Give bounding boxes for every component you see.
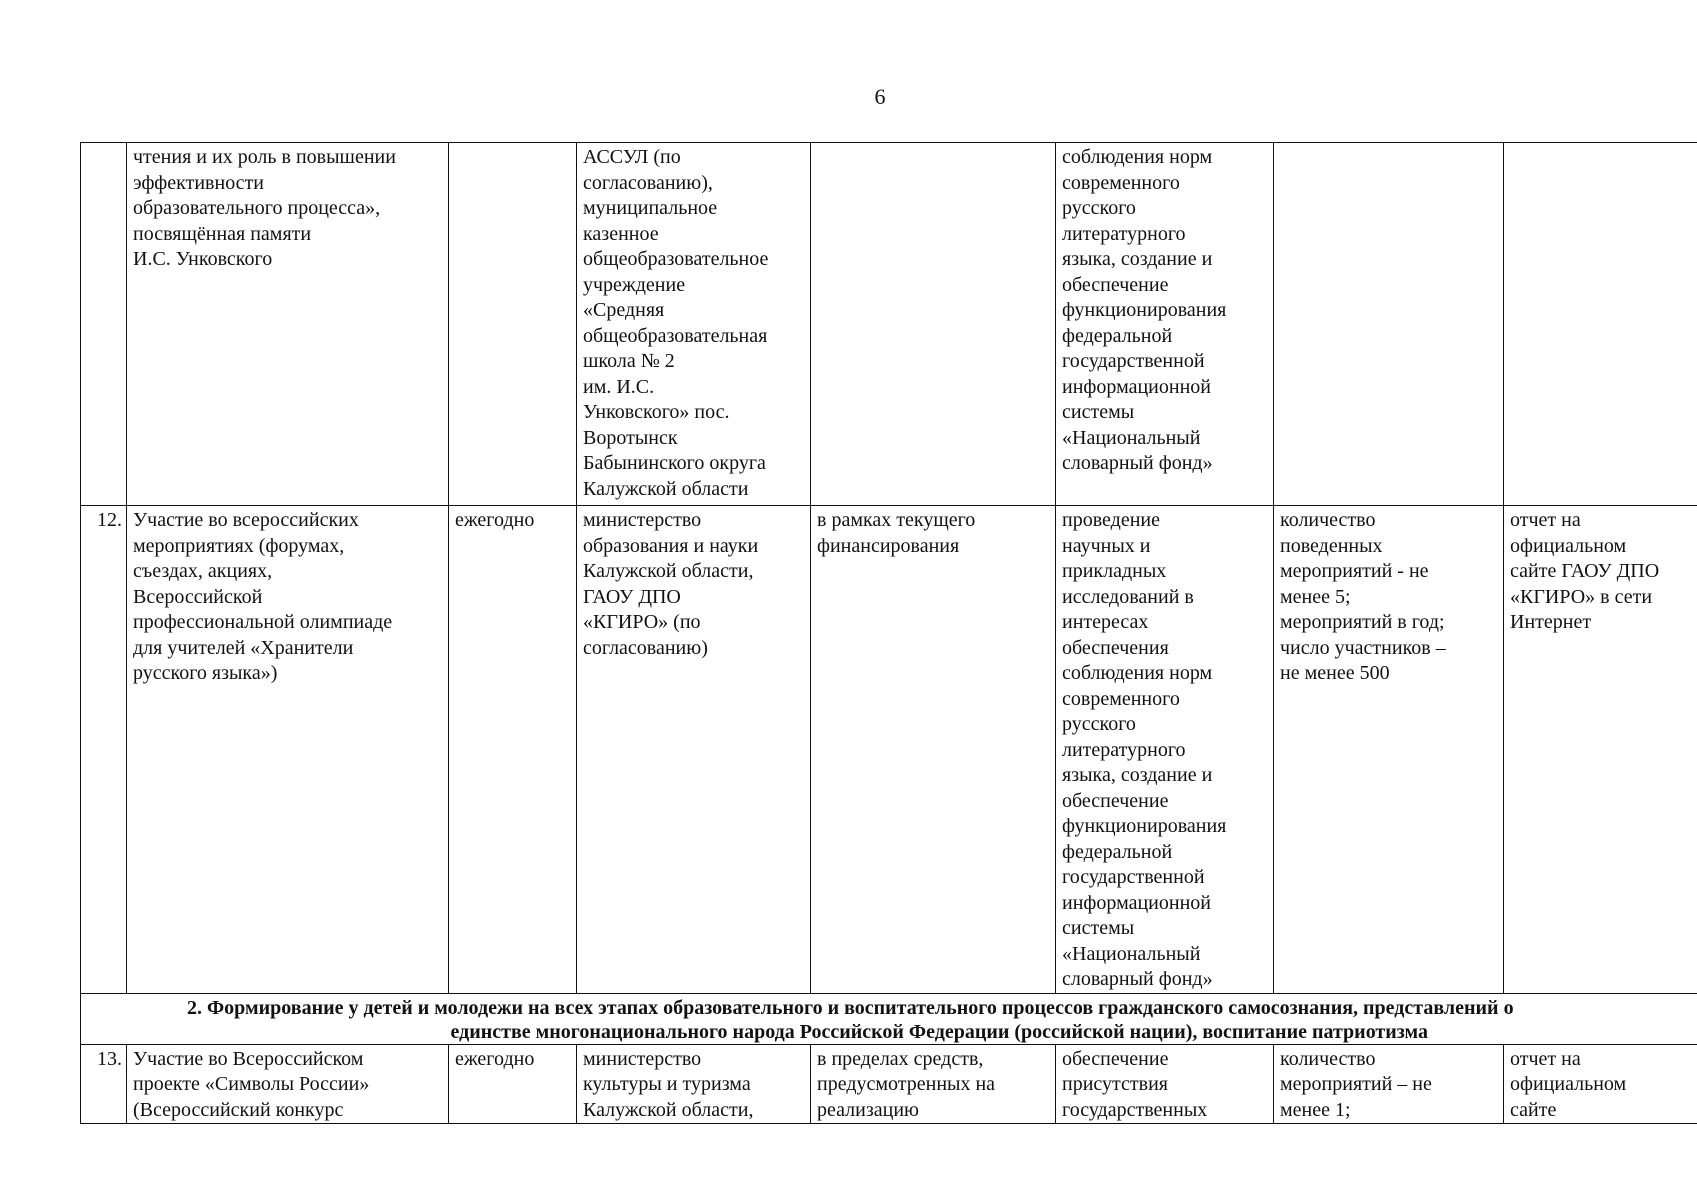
section-heading-text [87,996,1692,1044]
financing-cell: в рамках текущего финансирования [811,506,1056,994]
executors-cell: АССУЛ (по согласованию), муниципальное казенное общеобразовательное учреждение «Средняя общеобразовательная школа № 2 им. И.С. Унковского» пос. Воротынск Бабынинского округа Калужской области [577,143,811,506]
page-number: 6 [874,84,886,109]
executors-cell: министерство культуры и туризма Калужской области, [577,1044,811,1124]
report-cell: отчет на официальном сайте ГАОУ ДПО «КГИРО» в сети Интернет [1504,506,1697,994]
section-heading [81,993,1697,1044]
table-row [81,506,1697,994]
report-cell: отчет на официальном сайте [1504,1044,1697,1124]
term-cell: ежегодно [449,1044,577,1124]
row-number: 13. [81,1044,127,1124]
event-cell: чтения и их роль в повышении эффективности образовательного процесса», посвящённая памяти И.С. Унковского [127,143,449,506]
section-heading-row [81,993,1697,1044]
table-row [81,1044,1697,1124]
direction-cell: проведение научных и прикладных исследований в интересах обеспечения соблюдения норм современного русского литературного языка, создание и обеспечение функционирования федеральной государственной информационной системы «Национальный словарный фонд» [1056,506,1274,994]
indicator-cell: количество мероприятий – не менее 1; [1274,1044,1504,1124]
indicator-cell: количество поведенных мероприятий - не менее 5; мероприятий в год; число участников – не менее 500 [1274,506,1504,994]
term-cell [449,143,577,506]
direction-cell: соблюдения норм современного русского литературного языка, создание и обеспечение функционирования федеральной государственной информационной системы «Национальный словарный фонд» [1056,143,1274,506]
executors-cell: министерство образования и науки Калужской области, ГАОУ ДПО «КГИРО» (по согласованию) [577,506,811,994]
financing-cell: в пределах средств, предусмотренных на реализацию [811,1044,1056,1124]
indicator-cell [1274,143,1504,506]
financing-cell [811,143,1056,506]
event-cell: Участие во всероссийских мероприятиях (форумах, съездах, акциях, Всероссийской профессиональной олимпиаде для учителей «Хранители русского языка») [127,506,449,994]
row-number [81,143,127,506]
measures-table [80,142,1697,1124]
row-number: 12. [81,506,127,994]
table-row [81,143,1697,506]
event-cell: Участие во Всероссийском проекте «Символы России» (Всероссийский конкурс [127,1044,449,1124]
section-heading-line1: 2. Формирование у детей и молодежи на всех этапах образовательного и воспитательного процессов гражданского самосознания, представлений о [187,996,1514,1019]
direction-cell: обеспечение присутствия государственных [1056,1044,1274,1124]
term-cell: ежегодно [449,506,577,994]
section-heading-line2: единстве многонационального народа Российской Федерации (российской нации), воспитание патриотизма [450,1020,1429,1043]
report-cell [1504,143,1697,506]
